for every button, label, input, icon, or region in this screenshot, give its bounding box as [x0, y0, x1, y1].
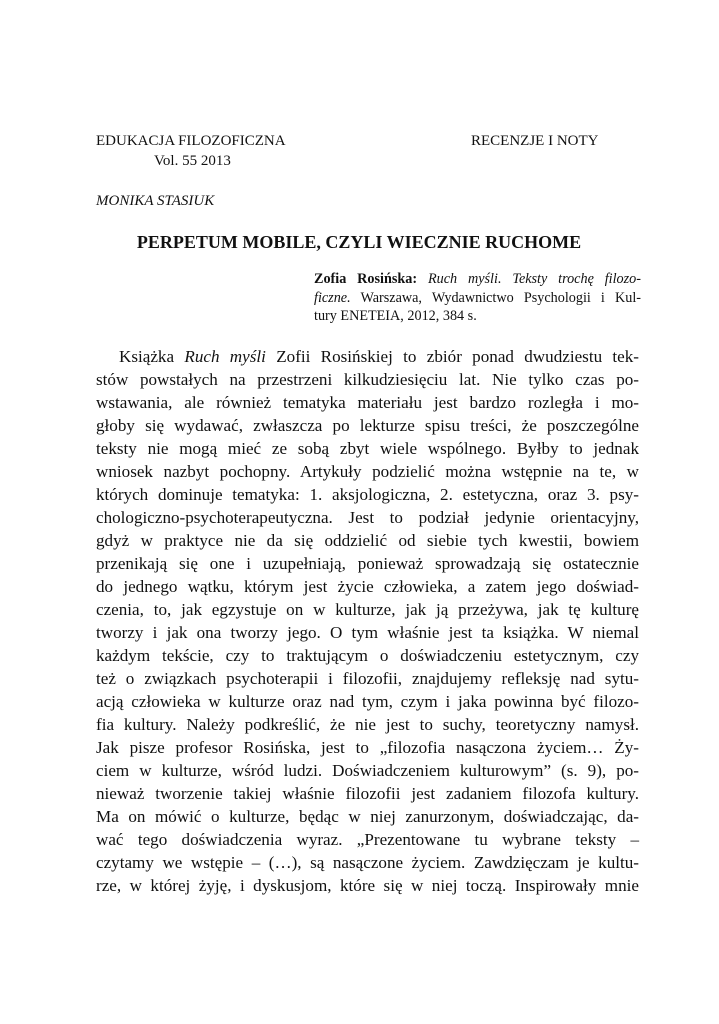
body-line: fia kultury. Należy podkreślić, że nie jest to suchy, teoretyczny namysł. — [96, 715, 639, 734]
reference-title-part: ficzne. — [314, 289, 351, 306]
article-title: PERPETUM MOBILE, CZYLI WIECZNIE RUCHOME — [136, 232, 582, 252]
reference-title-part: Ruch myśli. Teksty trochę filozo- — [427, 271, 641, 287]
body-line: chologiczno-psychoterapeutyczna. Jest to podział jedynie orientacyjny, — [96, 508, 639, 527]
body-line: acją człowieka w kulturze oraz nad tym, czym i jaka powinna być filozo- — [96, 692, 639, 711]
body-line: przenikają się one i uzupełniają, ponieważ sprowadzają się ostatecznie — [96, 554, 639, 573]
journal-name: EDUKACJA FILOZOFICZNA — [96, 133, 286, 149]
book-reference — [314, 270, 641, 326]
body-line: czenia, to, jak egzystuje on w kulturze, jak ją przeżywa, jak tę kulturę — [96, 600, 639, 619]
reference-publisher: Warszawa, Wydawnictwo Psychologii i Kul- — [360, 289, 641, 306]
volume-info: Vol. 55 2013 — [154, 153, 231, 169]
body-line: Ma on mówić o kulturze, będąc w niej zanurzonym, doświadczając, da- — [96, 807, 639, 826]
body-line: głoby się wydawać, zwłaszcza po lekturze spisu treści, że poszczególne — [96, 416, 639, 435]
body-line — [96, 345, 639, 368]
review-author: MONIKA STASIUK — [96, 193, 215, 209]
body-line: gdyż w praktyce nie da się oddzielić od siebie tych kwestii, bowiem — [96, 531, 639, 550]
reference-line — [314, 289, 641, 308]
reference-line: tury ENETEIA, 2012, 384 s. — [314, 308, 477, 324]
reference-author: Zofia Rosińska: — [314, 271, 418, 287]
body-line: rze, w której żyję, i dyskusjom, które się w niej toczą. Inspirowały mnie — [96, 876, 639, 895]
body-line: Jak pisze profesor Rosińska, jest to „filozofia nasączona życiem… Ży- — [96, 738, 639, 757]
body-text-run: Książka — [119, 347, 175, 366]
body-line: ciem w kulturze, wśród ludzi. Doświadczeniem kulturowym” (s. 9), po- — [96, 761, 639, 780]
body-line: każdym tekście, czy to traktującym o doświadczeniu estetycznym, czy — [96, 646, 639, 665]
body-text-run: Zofii Rosińskiej to zbiór ponad dwudziestu tek- — [276, 347, 639, 366]
body-line: też o związkach psychoterapii i filozofii, znajdujemy refleksję nad sytu- — [96, 669, 639, 688]
section-name: RECENZJE I NOTY — [471, 133, 599, 149]
body-line: do jednego wątku, którym jest życie człowieka, a zatem jego doświad- — [96, 577, 639, 596]
reference-line — [314, 270, 641, 289]
body-line: teksty nie mogą mieć ze sobą zbyt wiele wspólnego. Byłby to jednak — [96, 439, 639, 458]
body-line: tworzy i jak ona tworzy jego. O tym właśnie jest ta książka. W niemal — [96, 623, 639, 642]
body-paragraph — [96, 345, 639, 897]
body-line: czytamy we wstępie – (…), są nasączone życiem. Zawdzięczam je kultu- — [96, 853, 639, 872]
body-line: nieważ tworzenie takiej właśnie filozofii jest zadaniem filozofa kultury. — [96, 784, 639, 803]
body-line: wstawania, ale również tematyka materiału jest bardzo rozległa i mo- — [96, 393, 639, 412]
book-title-italic: Ruch myśli — [184, 347, 266, 366]
body-line: wać tego doświadczenia wyraz. „Prezentowane tu wybrane teksty – — [96, 830, 639, 849]
body-line: których dominuje tematyka: 1. aksjologiczna, 2. estetyczna, oraz 3. psy- — [96, 485, 639, 504]
body-line: stów powstałych na przestrzeni kilkudziesięciu lat. Nie tylko czas po- — [96, 370, 639, 389]
body-line: wniosek nazbyt pochopny. Artykuły podzielić można wstępnie na te, w — [96, 462, 639, 481]
